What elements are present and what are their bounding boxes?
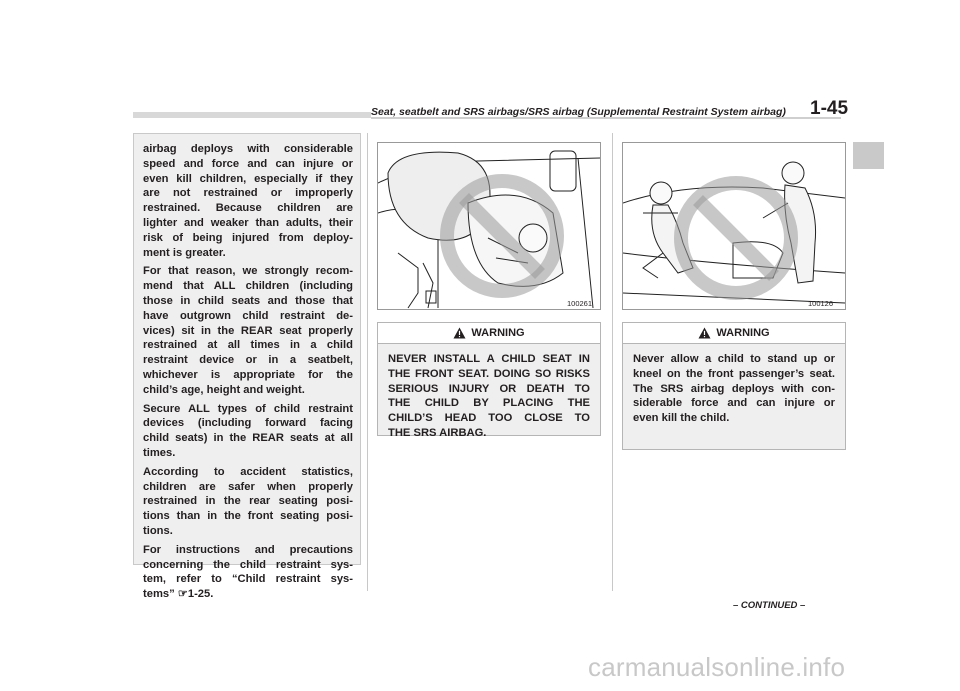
header-rule-bar [133,112,371,118]
column-divider [612,133,613,591]
text-line: airbag deploys with considerable [143,143,353,155]
warning-line: THE FRONT SEAT. DOING SO RISKS [388,367,590,380]
warning-line: THE CHILD BY PLACING THE [388,397,590,410]
warning-line: NEVER INSTALL A CHILD SEAT IN [388,353,590,365]
text-line: restrained. Because children are [143,202,353,215]
warning-line: The SRS airbag deploys with con- [633,382,835,395]
paragraph [143,543,353,602]
warning-line: THE SRS AIRBAG. [388,426,487,439]
warning-line: Never allow a child to stand up or [633,353,835,365]
watermark-url: carmanualsonline.info [588,652,846,682]
warning-line: siderable force and can injure or [633,397,835,410]
warning-line: even kill the child. [633,412,730,425]
warning-header [378,323,600,344]
text-line: devices (including forward facing [143,417,353,430]
paragraph [143,264,353,397]
paragraph [143,465,353,539]
text-line: For instructions and precautions [143,543,353,556]
warning-line: SERIOUS INJURY OR DEATH TO [388,382,590,395]
warning-line: kneel on the front passenger’s seat. [633,367,835,380]
section-title: Seat, seatbelt and SRS airbags/SRS airbag (Supplemental Restraint System airbag) [371,106,786,118]
text-line: tions than in the front seating posi- [143,510,353,523]
continued-label: – CONTINUED – [733,600,806,611]
warning-triangle-icon [698,327,711,339]
text-line: restrained in the rear seating posi- [143,495,353,508]
warning-title: WARNING [716,327,770,339]
warning-header [623,323,845,344]
text-line: those in child seats and those that [143,294,353,307]
text-line: mend that ALL children (including [143,280,353,293]
column-divider [367,133,368,591]
text-line: risk of being injured from deploy- [143,231,353,244]
warning-title: WARNING [471,327,525,339]
paragraph [143,142,353,260]
airbag-info-panel [133,133,361,601]
page-number: 1-45 [810,98,849,119]
text-line: restraint device or in a seatbelt, [143,354,353,367]
text-line: lighter and weaker than adults, their [143,216,353,229]
paragraph [143,402,353,461]
text-line: speed and force and can injure or [143,157,353,170]
text-line: concerning the child restraint sys- [143,558,353,571]
text-line: child seats) in the REAR seats at all [143,432,353,445]
text-line: have outgrown child restraint de- [143,309,353,322]
text-line: According to accident statistics, [143,465,353,478]
text-line: restrained at all times in a child [143,339,353,352]
warning-box-standing-child [622,322,846,450]
warning-text [623,344,845,426]
figure-child-seat-front [377,142,601,310]
text-line: For that reason, we strongly recom- [143,265,353,278]
text-line: times. [143,446,176,459]
warning-box-child-seat [377,322,601,439]
warning-triangle-icon [453,327,466,339]
warning-text [378,344,600,441]
text-line: children are safer when properly [143,480,353,493]
figure-code: 100261 [567,299,593,308]
text-line: Secure ALL types of child restraint [143,402,353,415]
text-line: child’s age, height and weight. [143,383,305,396]
text-line: are not restrained or improperly [143,187,353,200]
text-line: vices) sit in the REAR seat properly [143,324,353,337]
text-line: even kill children, especially if they [143,172,353,185]
chapter-tab [853,142,884,169]
text-line: tions. [143,524,173,537]
text-line: tem, refer to “Child restraint sys- [143,573,353,586]
text-line: whichever is appropriate for the [143,368,353,381]
figure-child-standing-front [622,142,846,310]
warning-line: CHILD’S HEAD TOO CLOSE TO [388,412,590,425]
text-line: tems” ☞1-25. [143,588,214,601]
figure-code: 100126 [808,299,834,308]
text-line: ment is greater. [143,246,226,259]
